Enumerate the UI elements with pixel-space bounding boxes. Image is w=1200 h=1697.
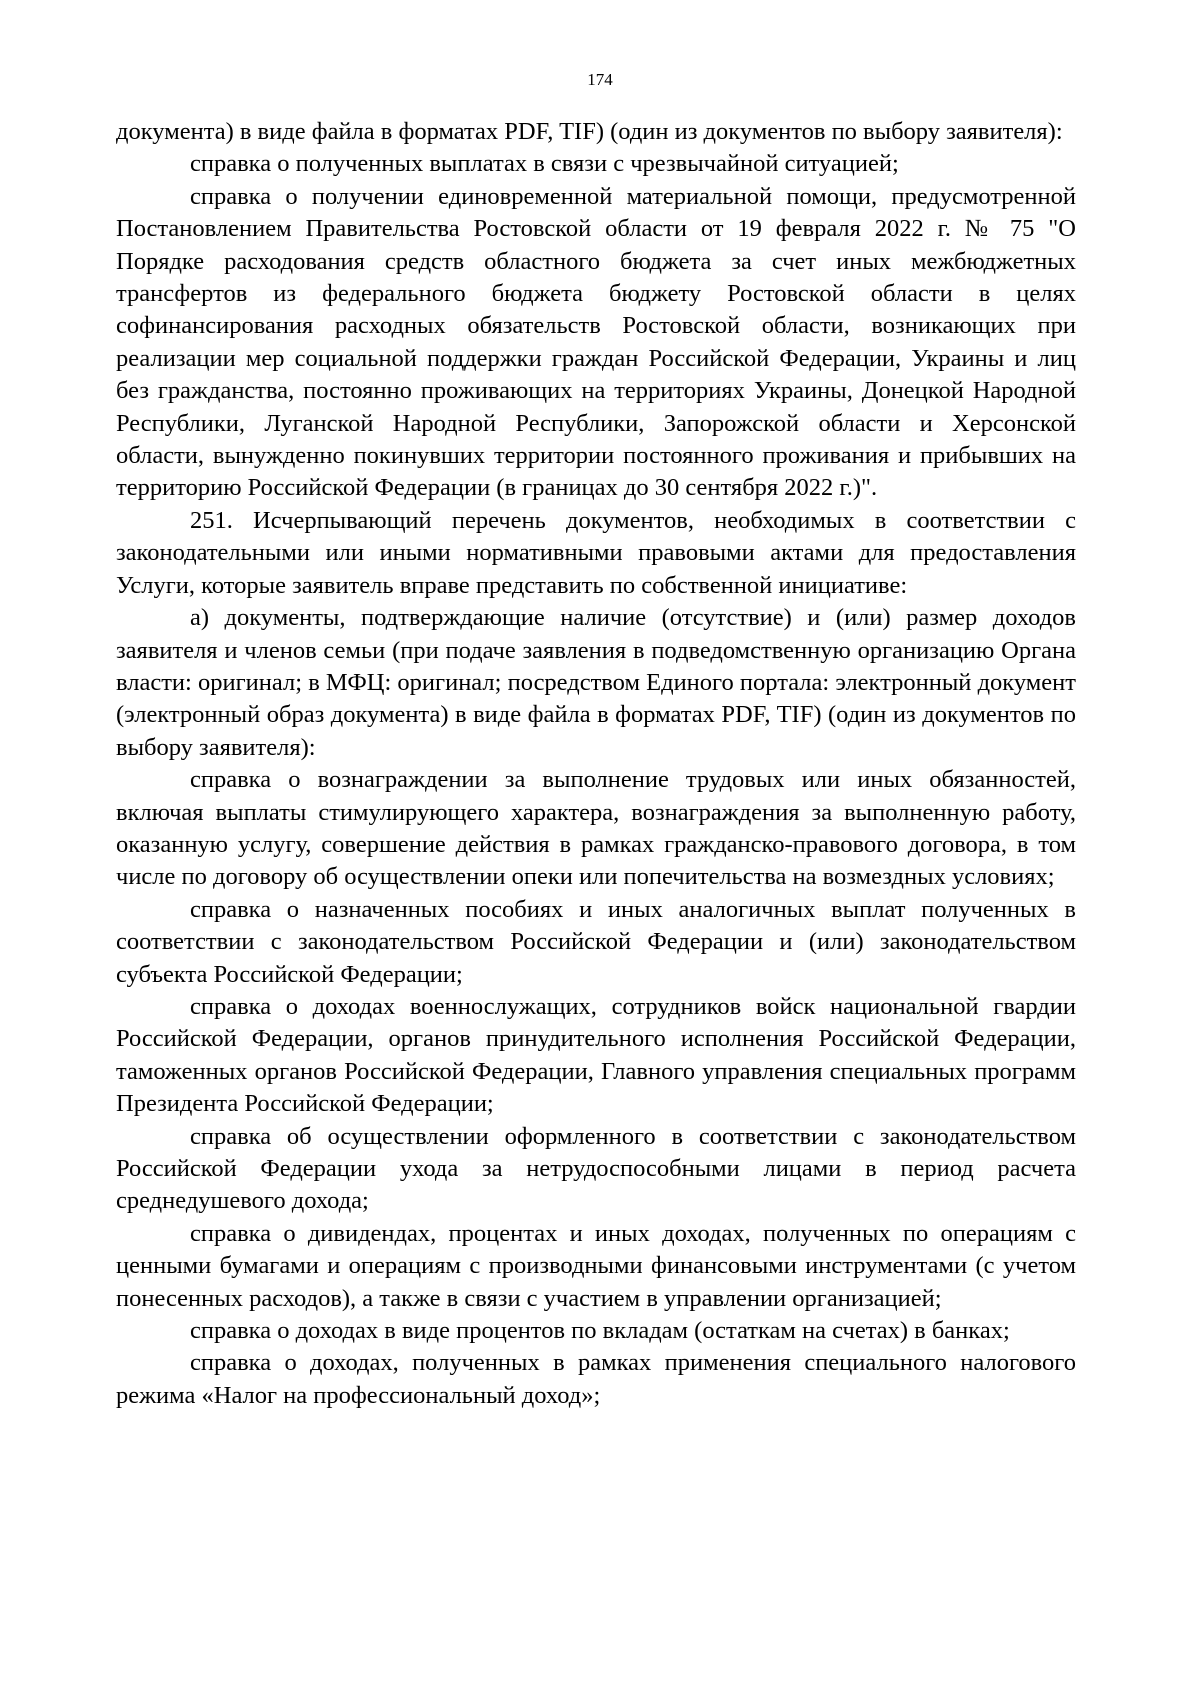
paragraph: справка о получении единовременной материальной помощи, предусмотренной Постановлением Правительства Ростовской области от 19 февраля 2022 г. № 75 "О Порядке расходования средств областного бюджета за счет иных межбюджетных трансфертов из федерального бюджета бюджету Ростовской области в целях софинансирования расходных обязательств Ростовской области, возникающих при реализации мер социальной поддержки граждан Российской Федерации, Украины и лиц без гражданства, постоянно проживающих на территориях Украины, Донецкой Народной Республики, Луганской Народной Республики, Запорожской области и Херсонской области, вынужденно покинувших территории постоянного проживания и прибывших на территорию Российской Федерации (в границах до 30 сентября 2022 г.)".	[116, 182, 1076, 502]
paragraph: справка об осуществлении оформленного в соответствии с законодательством Российской Федерации ухода за нетрудоспособными лицами в период расчета среднедушевого дохода;	[116, 1122, 1076, 1215]
paragraph: справка о назначенных пособиях и иных аналогичных выплат полученных в соответствии с законодательством Российской Федерации и (или) законодательством субъекта Российской Федерации;	[116, 895, 1076, 988]
document-body	[116, 116, 1076, 1412]
paragraph: справка о доходах, полученных в рамках применения специального налогового режима «Налог на профессиональный доход»;	[116, 1349, 1076, 1409]
paragraph: документа) в виде файла в форматах PDF, TIF) (один из документов по выбору заявителя):	[116, 118, 1063, 145]
paragraph: справка о полученных выплатах в связи с чрезвычайной ситуацией;	[190, 150, 899, 178]
paragraph: справка о доходах в виде процентов по вкладам (остаткам на счетах) в банках;	[190, 1317, 1010, 1345]
page-number: 174	[587, 70, 613, 89]
paragraph: справка о вознаграждении за выполнение трудовых или иных обязанностей, включая выплаты стимулирующего характера, вознаграждения за выполненную работу, оказанную услугу, совершение действия в рамках гражданско-правового договора, в том числе по договору об осуществлении опеки или попечительства на возмездных условиях;	[116, 766, 1076, 891]
paragraph: справка о доходах военнослужащих, сотрудников войск национальной гвардии Российской Федерации, органов принудительного исполнения Российской Федерации, таможенных органов Российской Федерации, Главного управления специальных программ Президента Российской Федерации;	[116, 992, 1076, 1118]
paragraph: 251. Исчерпывающий перечень документов, необходимых в соответствии с законодательными или иными нормативными правовыми актами для предоставления Услуги, которые заявитель вправе представить по собственной инициативе:	[116, 506, 1076, 599]
paragraph: справка о дивидендах, процентах и иных доходах, полученных по операциям с ценными бумагами и операциям с производными финансовыми инструментами (с учетом понесенных расходов), а также в связи с участием в управлении организацией;	[116, 1219, 1076, 1312]
paragraph: а) документы, подтверждающие наличие (отсутствие) и (или) размер доходов заявителя и членов семьи (при подаче заявления в подведомственную организацию Органа власти: оригинал; в МФЦ: оригинал; посредством Единого портала: электронный документ (электронный образ документа) в виде файла в форматах PDF, TIF) (один из документов по выбору заявителя):	[116, 604, 1076, 761]
